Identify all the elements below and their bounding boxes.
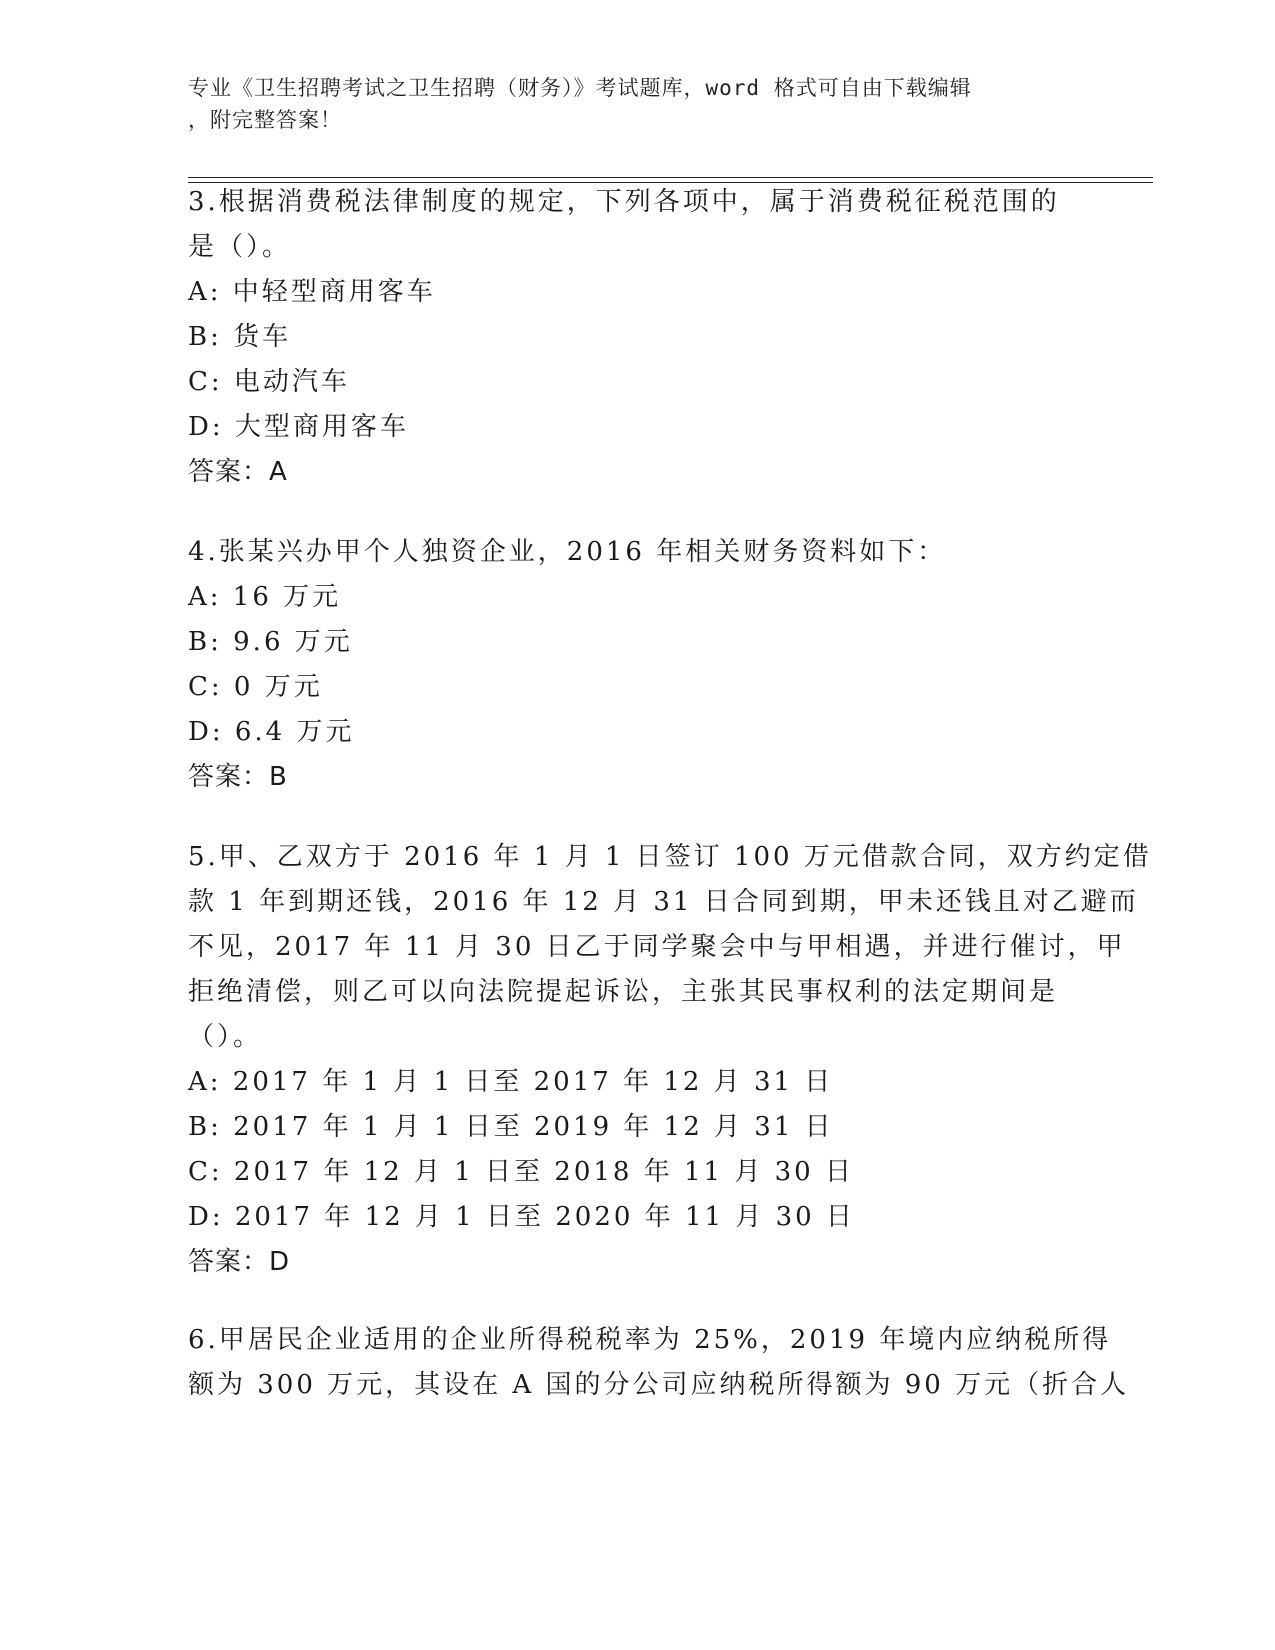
question-stem-line: 款 1 年到期还钱，2016 年 12 月 31 日合同到期，甲未还钱且对乙避而 [188,887,1139,917]
option-b: B: 货车 [188,322,292,352]
question-4 [188,530,1068,800]
question-stem-line: 5.甲、乙双方于 2016 年 1 月 1 日签订 100 万元借款合同，双方约定借 [188,842,1152,872]
question-stem-line: 是（）。 [188,232,292,262]
option-d: D: 大型商用客车 [188,412,409,442]
document-header [188,72,1068,136]
option-c: C: 0 万元 [188,672,323,702]
option-d: D: 6.4 万元 [188,717,355,747]
header-divider-top [188,177,1153,178]
answer-line: 答案：A [188,457,288,487]
header-line-1: 专业《卫生招聘考试之卫生招聘（财务）》考试题库，word 格式可自由下载编辑 [188,76,972,100]
option-c: C: 电动汽车 [188,367,350,397]
answer-line: 答案：D [188,1247,291,1277]
question-3 [188,180,1068,495]
option-a: A: 2017 年 1 月 1 日至 2017 年 12 月 31 日 [188,1067,834,1097]
option-a: A: 中轻型商用客车 [188,277,436,307]
question-stem-line: 不见，2017 年 11 月 30 日乙于同学聚会中与甲相遇，并进行催讨，甲 [188,932,1126,962]
question-stem-line: 6.甲居民企业适用的企业所得税税率为 25%，2019 年境内应纳税所得 [188,1325,1112,1355]
option-a: A: 16 万元 [188,582,342,612]
option-d: D: 2017 年 12 月 1 日至 2020 年 11 月 30 日 [188,1202,855,1232]
question-stem-line: 额为 300 万元，其设在 A 国的分公司应纳税所得额为 90 万元（折合人 [188,1370,1130,1400]
question-5 [188,835,1152,1285]
question-stem-line: （）。 [188,1022,263,1052]
question-stem-line: 3.根据消费税法律制度的规定，下列各项中，属于消费税征税范围的 [188,187,1060,217]
question-stem-line: 4.张某兴办甲个人独资企业，2016 年相关财务资料如下： [188,537,947,567]
question-6 [188,1318,1130,1408]
option-b: B: 9.6 万元 [188,627,353,657]
answer-line: 答案：B [188,762,288,792]
header-line-2: ，附完整答案！ [188,108,342,132]
option-b: B: 2017 年 1 月 1 日至 2019 年 12 月 31 日 [188,1112,834,1142]
question-stem-line: 拒绝清偿，则乙可以向法院提起诉讼，主张其民事权利的法定期间是 [188,977,1059,1007]
option-c: C: 2017 年 12 月 1 日至 2018 年 11 月 30 日 [188,1157,854,1187]
